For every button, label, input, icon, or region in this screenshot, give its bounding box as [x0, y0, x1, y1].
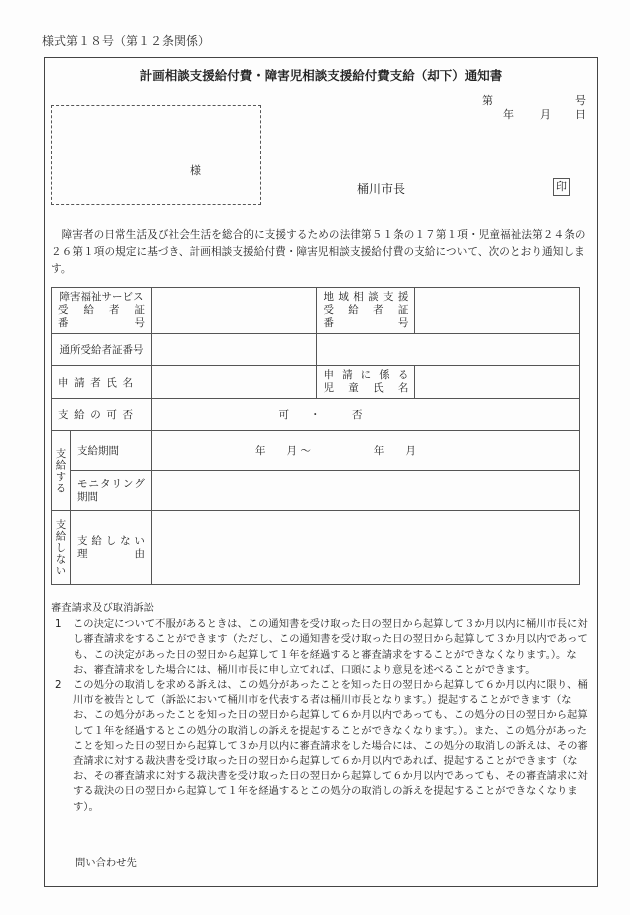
label-welfare-certificate-number	[52, 288, 152, 334]
notice-table	[51, 287, 580, 585]
label-child-name: 申 請 に 係 る 児 童 氏 名	[317, 366, 415, 399]
label-line: 番 号	[58, 317, 145, 329]
label-line: 地 域 相 談 支 援	[323, 291, 409, 303]
appeal-heading: 審査請求及び取消訴訟	[51, 602, 154, 614]
table-row-day-service-number	[52, 334, 580, 366]
table-row-monitoring	[52, 471, 580, 511]
label-day-service-certificate-number: 通所受給者証番号	[52, 334, 152, 366]
date-month-label: 月	[540, 108, 551, 121]
day-service-certificate-number-field[interactable]	[151, 334, 317, 366]
appeal-item	[51, 617, 591, 678]
label-line: 番 号	[323, 317, 409, 329]
label-line: 障害福祉サービス	[59, 291, 144, 303]
table-row-period	[52, 431, 580, 471]
monitoring-period-field[interactable]	[151, 471, 579, 511]
appeal-section	[51, 601, 591, 815]
doc-number-prefix: 第	[482, 94, 493, 107]
appeal-item-number: 1	[55, 618, 62, 631]
table-row-certificate-numbers	[52, 288, 580, 334]
label-line: 受 給 者 証	[323, 304, 409, 316]
addressee-box[interactable]	[51, 105, 261, 205]
issuer-name: 桶川市長	[357, 182, 406, 196]
date-day-label: 日	[575, 108, 586, 121]
label-approval: 支 給 の 可 否	[52, 399, 152, 431]
blank-cell	[317, 334, 580, 366]
denial-reason-field[interactable]	[151, 511, 579, 585]
appeal-item	[51, 678, 591, 815]
welfare-certificate-number-field[interactable]	[151, 288, 317, 334]
addressee-honorific: 様	[190, 164, 201, 177]
label-applicant-name: 申 請 者 氏 名	[52, 366, 152, 399]
appeal-item-number: 2	[55, 679, 62, 692]
label-line: 受 給 者 証	[58, 304, 145, 316]
approval-choice[interactable]: 可 ・ 否	[151, 399, 579, 431]
label-community-support-certificate-number	[317, 288, 415, 334]
date-year-label: 年	[503, 108, 514, 121]
seal-mark: 印	[553, 178, 570, 196]
grant-period-field[interactable]: 年 月 ～ 年 月	[151, 431, 579, 471]
appeal-item-text: この処分の取消しを求める訴えは、この処分があったことを知った日の翌日から起算して６か月以内に限り、桶川市を被告として（訴訟において桶川市を代表する者は桶川市長となります。）提起することができます（なお、この処分があったことを知った日の翌日から起算して６か月以内であっても、この処分の日の翌日から起算して１年を経過するとこの処分の取消しの訴えを提起することができなくなります。）。また、この処分があったことを知った日の翌日から起算して３か月以内に審査請求をした場合には、この処分の取消しの訴えは、その審査請求に対する裁決書を受け取った日の翌日から起算して６か月以内であれば、提起することができます（なお、その審査請求に対する裁決書を受け取った日の翌日から起算して６か月以内であっても、その審査請求に対する裁決の日の翌日から起算して１年を経過するとこの処分の取消しの訴えを提起することができなくなります）。	[73, 679, 588, 813]
notice-text: 障害者の日常生活及び社会生活を総合的に支援するための法律第５１条の１７第１項・児童福祉法第２４条の２６第１項の規定に基づき、計画相談支援給付費・障害児相談支援給付費の支給について、次のとおり通知します。	[51, 229, 586, 275]
label-monitoring-period: モ ニ タ リ ン グ 期間	[70, 471, 151, 511]
community-support-certificate-number-field[interactable]	[415, 288, 580, 334]
child-name-field[interactable]	[415, 366, 580, 399]
table-row-names	[52, 366, 580, 399]
form-code: 様式第１８号（第１２条関係）	[42, 34, 211, 48]
table-row-approval	[52, 399, 580, 431]
label-grant-group: 支給する	[52, 431, 71, 511]
document-title: 計画相談支援給付費・障害児相談支援給付費支給（却下）通知書	[139, 68, 503, 83]
appeal-item-text: この決定について不服があるときは、この通知書を受け取った日の翌日から起算して３か月以内に桶川市長に対し審査請求をすることができます（ただし、この通知書を受け取った日の翌日から起算して３か月以内であっても、この決定があった日の翌日から起算して１年を経過すると審査請求をすることができなくなります。）。なお、審査請求をした場合には、桶川市長に申し立てれば、口頭により意見を述べることができます。	[73, 618, 588, 676]
label-denial-reason: 支 給 し な い 理 由	[70, 511, 151, 585]
doc-number-suffix: 号	[575, 94, 586, 107]
inquiry-label: 問い合わせ先	[75, 857, 137, 869]
label-deny-group: 支給しない	[52, 511, 71, 585]
applicant-name-field[interactable]	[151, 366, 317, 399]
label-grant-period: 支給期間	[70, 431, 151, 471]
table-row-denial	[52, 511, 580, 585]
